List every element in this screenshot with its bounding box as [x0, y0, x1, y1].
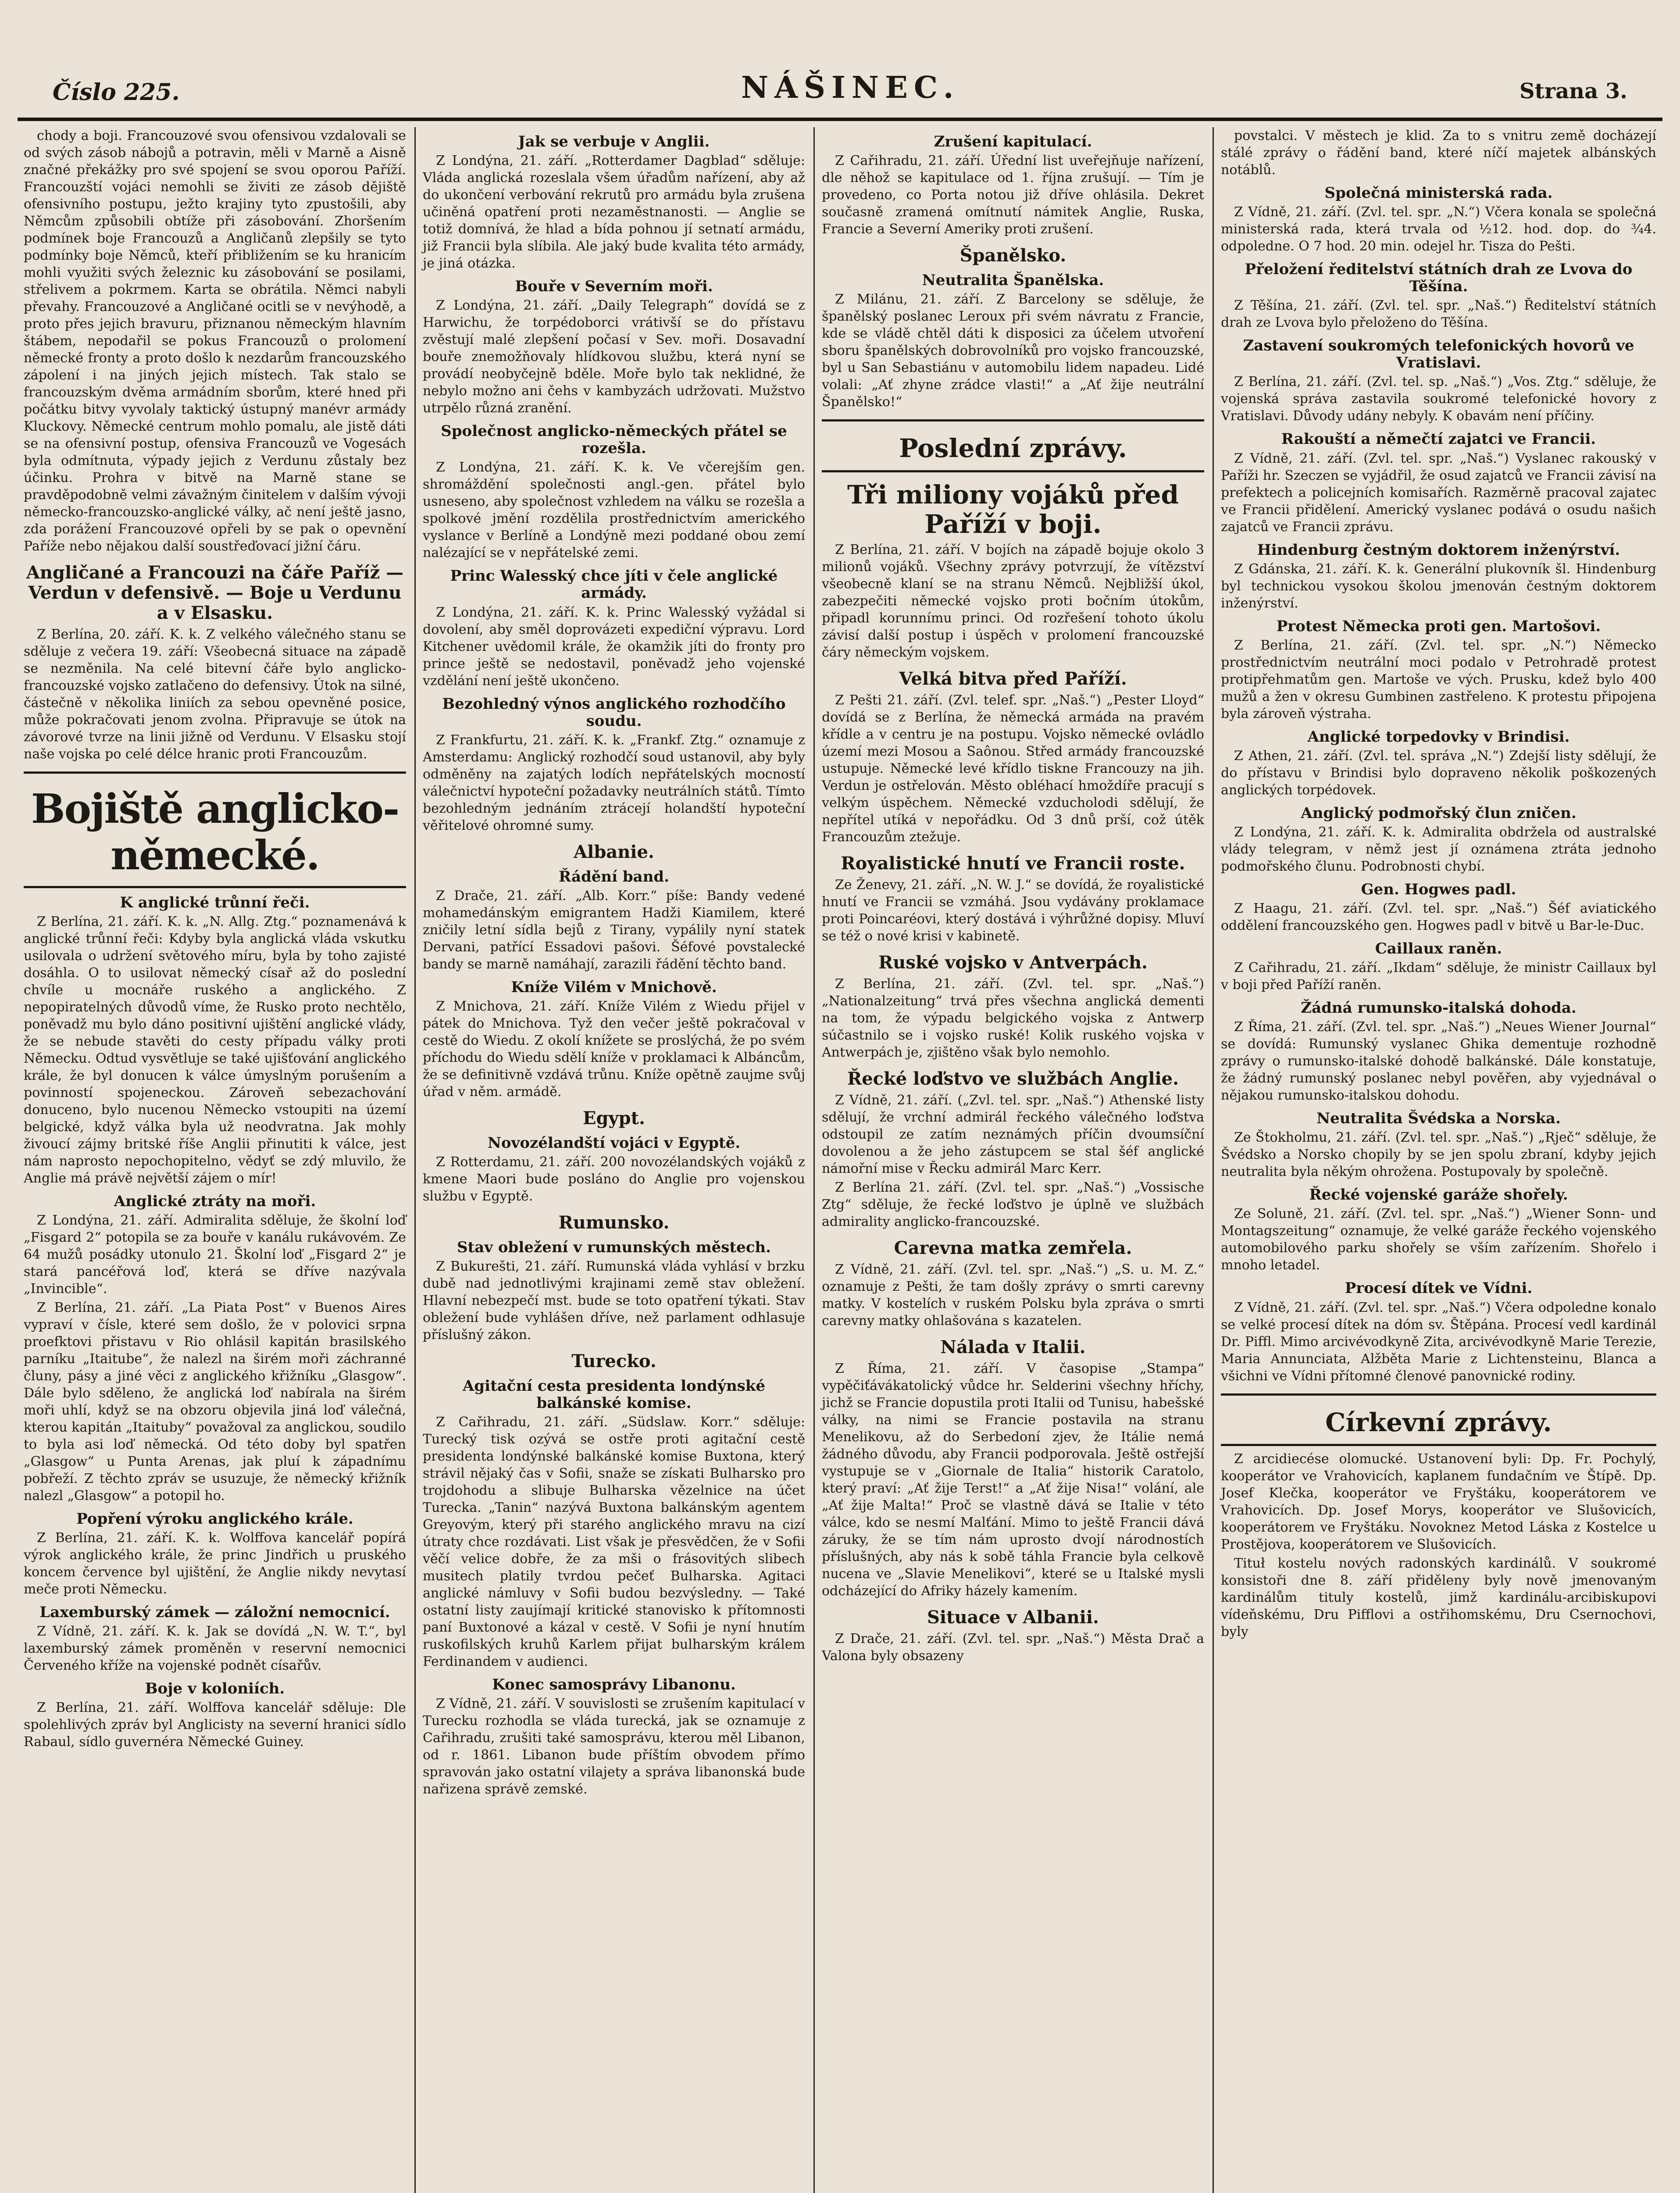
article-paragraph: Z Vídně, 21. září. (Zvl. tel. spr. „Naš.“) Vyslanec rakouský v Paříži hr. Szeczen se vyjádřil, že osud zajatců ve Francii závisí na prefektech a policejních komisařích. Razměrně pracoval zajatec ve Francii přidělení. Americký vyslanec podává o osudu našich zajatců ve Francii zprávu. — [1221, 450, 1656, 535]
article-paragraph: Z Londýna, 21. září. K. k. Admiralita obdržela od australské vlády telegram, v němž jest jí oznámena ztráta jednoho podmořského člunu. Podrobnosti chybí. — [1221, 824, 1656, 874]
article-paragraph: Z Berlína, 21. září. (Zvl. tel. spr. „Naš.“) „Nationalzeitung“ trvá přes všechna anglická dementi na tom, že výpadu belgického vojska z Antwerp súčastnilo se i vojsko ruské! Kolik ruského vojska v Antwerpách je, zjištěno však bylo nemohlo. — [822, 976, 1204, 1061]
article-headline: Carevna matka zemřela. — [894, 1238, 1132, 1259]
article-headline: Nálada v Italii. — [940, 1337, 1086, 1358]
article-headline: Konec samosprávy Libanonu. — [492, 1676, 736, 1694]
article-paragraph: Z arcidiecése olomucké. Ustanovení byli: Dp. Fr. Pochylý, kooperátor ve Vrahovicích, kaplanem fundačním ve Štípě. Dp. Josef Klečka, kooperátor ve Fryštáku, kooperátorem ve Vrahovicích. Dp. Josef Morys, kooperátor ve Slušovicích, kooperátorem ve Fryštáku. Novoknez Metod Láska z Kostelce u Prostějova, kooperátorem ve Slušovicích. — [1221, 1451, 1656, 1553]
article-headline: Kníže Vilém v Mnichově. — [511, 978, 717, 996]
section-title: Egypt. — [582, 1107, 646, 1129]
column-divider — [813, 127, 815, 2193]
article-headline: Ruské vojsko v Antverpách. — [878, 952, 1148, 973]
article-headline: Žádná rumunsko-italská dohoda. — [1301, 999, 1577, 1017]
article-paragraph: Z Drače, 21. září. (Zvl. tel. spr. „Naš.“) Města Drač a Valona byly obsazeny — [822, 1631, 1204, 1664]
column-2 — [417, 127, 811, 2193]
article-paragraph: Z Frankfurtu, 21. září. K. k. „Frankf. Ztg.“ oznamuje z Amsterdamu: Anglický rozhodčí soud ustanovil, aby byly odměněny na zajatých lodích nepřátelských mocností válečnictví hypoteční požadavky neutrálních států. Tímto bezohledným jednáním ztrácejí holandští hypoteční věřitelové ohromné sumy. — [423, 732, 805, 833]
masthead — [18, 61, 1662, 114]
article-paragraph: chody a boji. Francouzové svou ofensivou vzdalovali se od svých zásob nábojů a potravin, měli v Marně a Aisně značné překážky pro své spojení se svou oporou Paříží. Francouzští vojáci nemohli se živiti ze zásob dějiště ofensivního postupu, ježto krajiny tyto zpustošili, aby Němcům způsobili obtíže při zásobování. Zhoršením podmínek boje Francouzů a Angličanů zlepšily se tyto podmínky boje Němců, kteří přibližením se ku hranicím mohli využiti svých železnic ku zásobování se posilami, střelivem a pokrmem. Karta se obrátila. Němci nabyli převahy. Francouzové a Angličané ocitli se v nevýhodě, a proto přes jejich bravuru, přiznanou německým hlavním štábem, nepodařil se pokus Francouzů o prolomení německé fronty a proto došlo k nezdarům francouzského zápolení i na jiných jejich místech. Tak stalo se francouzským dvěma armádním sborům, které hned při počátku bitvy vyvolaly taktický ústupný manévr armády Kluckovy. Německé centrum mohlo pomalu, ale jistě dáti se na ofensivní postup, ofensiva Francouzů ve Vogesách byla odmítnuta, výpady jejich z Verdunu zůstaly bez účinku. Prohra v bitvě na Marně stane se pravděpodobně velmi závažným činitelem v dalším vývoji německo-francouzsko-anglické války, ač není ještě jasno, zda porážení Francouzové opřeli by se pak o opevnění Paříže nebo nějakou další soustřeďovací jižní čáru. — [24, 128, 406, 554]
article-headline: Společnost anglicko-německých přátel se rozešla. — [441, 422, 787, 457]
article-paragraph: Z Berlína, 21. září. (Zvl. tel. spr. „N.“) Německo prostřednictvím neutrální moci podalo v Petrohradě protest protipřehmatům gen. Martoše ve vých. Prusku, kdež bylo 400 mužů a žen v okresu Gumbinen zastřeleno. K protestu připojena byla zároveň výstraha. — [1221, 637, 1656, 721]
article-paragraph: Z Pešti 21. září. (Zvl. telef. spr. „Naš.“) „Pester Lloyd“ dovídá se z Berlína, že německá armáda na pravém křídle a v centru je na postupu. Vojsko německé ovládlo území mezi Mosou a Saônou. Střed armády francouzské ustupuje. Německé levé křídlo tiskne Francouzy na jih. Verdun je ostřelován. Město obléhací hmoždíře pracují s velkým úspěchem. Německé vzducholodi sdělují, že nepřítel utíká v nepořádku. Od 3 dnů prší, což útěk Francouzům ztežuje. — [822, 693, 1204, 845]
article-paragraph: Ze Soluně, 21. září. (Zvl. tel. spr. „Naš.“) „Wiener Sonn- und Montagszeitung“ oznamuje, že velké garáže řeckého vojenského automobilového parku shořely se vším zařízením. Shořelo i mnoho letadel. — [1221, 1206, 1656, 1273]
article-headline: Protest Německa proti gen. Martošovi. — [1276, 617, 1601, 635]
article-paragraph: Z Berlína, 21. září. Wolffova kancelář sděluje: Dle spolehlivých zpráv byl Anglicisty na severní hranici sídlo Rabaul, sídlo guvernéra Německé Guiney. — [24, 1700, 406, 1750]
article-headline: Gen. Hogwes padl. — [1361, 880, 1516, 898]
issue-number: Číslo 225. — [53, 79, 180, 106]
page-number: Strana 3. — [1519, 79, 1627, 104]
article-headline: Bouře v Severním moři. — [515, 278, 713, 296]
section-title: Španělsko. — [959, 245, 1066, 266]
article-paragraph: povstalci. V městech je klid. Za to s vnitru země docházejí stálé zprávy o řádění band, které níčí majetek albánských notáblů. — [1221, 128, 1656, 178]
article-paragraph: Z Říma, 21. září. V časopise „Stampa“ vypěčiťávákatolický vůdce hr. Selderini všechny hříchy, jichž se Francie dopustila proti Italii od Tunisu, habešské války, na nimi se Francie postavila na stranu Menelikovu, až do Serbedoní zjev, že Itálie nemá žádného důvodu, aby Francii podporovala. Ještě ostřejší vystupuje se v „Giornale de Italia“ historik Caratolo, který praví: „Ať žije Terst!“ a „Ať žije Nisa!“ volání, ale „Ať žije Malta!“ Proč se vlastně dává se Italie v této válce, kdo se nesmí Malťání. Mimo to ještě Francii dává záruky, že se tím nám uprosto dvojí národnostích příslušných, aby nás k sobě táhla Francie byla celkově nucena ve „Slavie Menelikovi“, které se u Italské mysli odcházející do Afriky házely kamením. — [822, 1361, 1204, 1599]
column-3 — [816, 127, 1210, 2193]
article-headline: Anglické torpedovky v Brindisi. — [1307, 728, 1570, 746]
article-headline: Společná ministerská rada. — [1324, 184, 1553, 202]
article-headline: Bezohledný výnos anglického rozhodčího soudu. — [442, 695, 786, 730]
article-headline: K anglické trůnní řeči. — [120, 893, 310, 911]
article-paragraph: Z Vídně, 21. září. („Zvl. tel. spr. „Naš.“) Athenské listy sdělují, že vrchní admirál řeckého válečného loďstva odstoupil ze zatím neznámých příčin dvoumsíční dovolenou a že jeho zástupcem se stal šéf anglické námořní mise v Řecku admirál Marc Kerr. — [822, 1093, 1204, 1177]
article-paragraph: Tituł kostelu nových radonských kardinálů. V soukromé konsistoři dne 8. září přiděleny byly nově jmenovaným kardinálům tituly kostelů, jimž kardinálu-arcibiskupovi vídeňskému, Dru Pifflovi a ostřihomskému, Dru Csernochovi, byly — [1221, 1556, 1656, 1640]
section-title: Turecko. — [571, 1351, 656, 1372]
section-banner — [24, 771, 406, 888]
section-title: Albanie. — [574, 841, 654, 862]
article-headline: Novozélandští vojáci v Egyptě. — [487, 1134, 741, 1152]
article-headline: Agitační cesta presidenta londýnské balkánské komise. — [463, 1377, 765, 1412]
article-headline: Přeložení ředitelství státních drah ze Lvova do Těšína. — [1245, 261, 1633, 296]
article-headline: Angličané a Francouzi na čáře Paříž — Verdun v defensivě. — Boje u Verdunu a v Elsasku. — [26, 562, 404, 623]
article-paragraph: Z Drače, 21. září. „Alb. Korr.“ píše: Bandy vedené mohamedánským emigrantem Hadži Kiamilem, které zničily letní sídla bejů z Tirany, vypálily nyní statek Dervani, patřící Essadovi pašovi. Šéfové povstalecké bandy se marně namáhají, zarazili řádění těchto band. — [423, 888, 805, 972]
section-title: Poslední zprávy. — [899, 433, 1127, 464]
section-title: Církevní zprávy. — [1325, 1407, 1552, 1437]
section-title: Bojiště anglicko-německé. — [31, 785, 399, 879]
article-paragraph: Z Mnichova, 21. září. Kníže Vilém z Wiedu přijel v pátek do Mnichova. Tyž den večer ještě pokračoval v cestě do Wiedu. Z okolí knížete se proslýchá, že po svém příchodu do Wiedu sdělí kníže v proklamaci k Albáncům, že se definitivně vzdává trůnu. Kníže opětně zaujme svůj úřad v něm. armádě. — [423, 998, 805, 1100]
article-paragraph: Z Berlína, 21. září. (Zvl. tel. sp. „Naš.“) „Vos. Ztg.“ sděluje, že vojenská správa zastavila soukromé telefonické hovory z Vratislavi. Důvody udány nebyly. K obavám není příčiny. — [1221, 374, 1656, 424]
newspaper-title: NÁŠINEC. — [741, 70, 960, 105]
article-paragraph: Z Těšína, 21. září. (Zvl. tel. spr. „Naš.“) Ředitelství státních drah ze Lvova bylo přeloženo do Těšína. — [1221, 298, 1656, 331]
article-headline: Jak se verbuje v Anglii. — [518, 133, 710, 150]
article-headline: Royalistické hnutí ve Francii roste. — [841, 853, 1185, 874]
masthead-rule — [18, 118, 1662, 121]
article-paragraph: Z Londýna, 21. září. K. k. Princ Walesský vyžádal si dovolení, aby směl doprovázeti expediční výpravu. Lord Kitchener uvědomil krále, že okamžik jíti do fronty pro prince ještě se nedostavil, poněvadž jeho vojenské vzdělání není ještě ukončeno. — [423, 604, 805, 689]
article-headline: Zrušení kapitulací. — [934, 133, 1092, 150]
section-title: Rumunsko. — [558, 1212, 670, 1233]
article-paragraph: Z Berlína, 21. září. K. k. „N. Allg. Ztg.“ poznamenává k anglické trůnní řeči: Kdyby byla anglická vláda vskutku usilovala o udržení světového míru, byla by toho zajisté dosáhla. O to usilovat německý císař až do poslední chvíle u mocnáře ruského a anglického. Z nepopiratelných důvodů víme, že Rusko proto nechtělo, poněvadž mu bylo dáno positivní ujištění anglické vlády, že se nebude stavěti do cesty případu války proti Německu. Odtud vysvětluje se také ujišťování anglického krále, že byl donucen k válce úmyslným porušením a povinností spojeneckou. Zároveň sebezachování donuceno, bylo nucenou Německo vstoupiti na území belgické, když válka byla už neodvratna. Jak mohly živoucí zájmy britské říše Anglii přinutiti k válce, jest nám naprosto nepochopitelno, vědyť se zdý mluvilo, že Anglie má právě největší zájem o mír! — [24, 914, 406, 1186]
article-headline: Anglický podmořský člun zničen. — [1301, 804, 1577, 822]
article-paragraph: Z Berlína, 21. září. V bojích na západě bojuje okolo 3 milionů vojáků. Všechny zprávy potvrzují, že vítězství všeobecně klaní se na stranu Němců. Nejbližší úkol, zabezpečiti německé vojsko proti bočním útokům, připadl korunnímu princi. Od rozřešení tohoto úkolu závisí další postup i úspěch v prolomení francouzské čáry německým vojskem. — [822, 542, 1204, 661]
article-headline: Hindenburg čestným doktorem inženýrství. — [1257, 541, 1620, 559]
column-divider — [1213, 127, 1214, 2193]
article-paragraph: Z Vídně, 21. září. V souvislosti se zrušením kapitulací v Turecku rozhodla se vláda turecká, jak se oznamuje z Cařihradu, zrušiti také samosprávu, kterou měl Libanon, od r. 1861. Libanon bude příštím obvodem přímo spravován jako ostatní vilajety a správa libanonská bude nařizena správě zemské. — [423, 1696, 805, 1797]
section-banner — [822, 419, 1204, 472]
article-paragraph: Z Říma, 21. září. (Zvl. tel. spr. „Naš.“) „Neues Wiener Journal“ se dovídá: Rumunský vyslanec Ghika dementuje rozhodně zprávy o rumunsko-italské dohodě balkánské. Dále konstatuje, že žádný rumunský poslanec nebyl pověřen, aby vyjednával o nějakou rumunsko-italskou dohodu. — [1221, 1019, 1656, 1104]
article-paragraph: Z Cařihradu, 21. září. Úřední list uveřejňuje nařízení, dle něhož se kapitulace od 1. října zrušují. — Tím je provedeno, co Porta notou již dříve ohlásila. Dekret současně zramená omítnutí námitek Anglie, Ruska, Francie a Severní Ameriky proti zrušení. — [822, 153, 1204, 237]
article-headline: Princ Walesský chce jíti v čele anglické armády. — [450, 567, 778, 602]
article-headline: Řecké vojenské garáže shořely. — [1309, 1186, 1568, 1204]
article-paragraph: Z Vídně, 21. září. (Zvl. tel. spr. „Naš.“) „S. u. M. Z.“ oznamuje z Pešti, že tam došly zprávy o smrti carevny matky. V kostelích v ruském Polsku byla zpráva o smrti carevny matky ohlašována s kazatelen. — [822, 1262, 1204, 1329]
article-headline: Neutralita Švédska a Norska. — [1316, 1110, 1561, 1128]
article-paragraph: Z Vídně, 21. září. K. k. Jak se dovídá „N. W. T.“, byl laxemburský zámek proměněn v reservní nemocnici Červeného kříže na vojenské podnět císařův. — [24, 1623, 406, 1673]
article-headline: Řecké loďstvo ve službách Anglie. — [847, 1068, 1179, 1089]
article-paragraph: Ze Štokholmu, 21. září. (Zvl. tel. spr. „Naš.“) „Rječ“ sděluje, že Švédsko a Norsko chopily by se jen spolu zbraní, kdyby jejich neutralita byla někým ohrožena. Postupovaly by společně. — [1221, 1130, 1656, 1180]
article-headline: Anglické ztráty na moři. — [114, 1192, 316, 1210]
article-paragraph: Z Cařihradu, 21. září. „Südslaw. Korr.“ sděluje: Turecký tisk ozývá se ostře proti agitační cestě presidenta londýnské balkánské komise Buxtona, který strávil nějaký čas v Sofii, snaže se získati Bulharsko pro trojdohodu a slibuje Bulharska vězelnice na účet Turecka. „Tanin“ nazývá Buxtona balkánským agentem Greyovým, který při starého anglického mravu na cizí útraty chce rozdávati. List však je přesvědčen, že v Sofii věčí velice dobře, že za mši o frásovitých slibech musitech platily tvrdou pečeť Bulharska. Agitaci anglické námluvy v Sofii budou bezvýsledny. — Také ostatní listy zaujímají kritické stanovisko k přítomnosti paní Buxtonové a kázal v cestě. V Sofii je nyní hnutím ruskofilských kruhů Karlem přijat bulharským králem Ferdinandem v audienci. — [423, 1414, 805, 1670]
article-headline: Laxemburský zámek — záložní nemocnicí. — [39, 1603, 390, 1621]
article-paragraph: Z Milánu, 21. září. Z Barcelony se sděluje, že španělský poslanec Leroux při svém návratu z Francie, kde se vládě chtěl dáti k disposici za účelem utvoření sboru španělských dobrovolníků pro vojsko francouzské, byl u San Sebastiánu v automobilu lidem napadeu. Lidé volali: „Ať zhyne zrádce vlasti!“ a „Ať žije neutrální Španělsko!“ — [822, 292, 1204, 410]
article-headline: Boje v koloniích. — [145, 1679, 285, 1697]
article-paragraph: Z Athen, 21. září. (Zvl. tel. správa „N.“) Zdejší listy sdělují, že do přístavu v Brindisi bylo dopraveno několik poškozených anglických torpédovek. — [1221, 748, 1656, 798]
article-headline: Zastavení soukromých telefonických hovorů ve Vratislavi. — [1243, 337, 1634, 372]
article-paragraph: Z Bukurešti, 21. září. Rumunská vláda vyhlásí v brzku dubě nad jednotlivými krajinami země stav obležení. Hlavní nebezpečí mst. bude se toto opatření týkati. Stav obležení bude vyhlášen dříve, než parlament odhlasuje příslušný zákon. — [423, 1259, 805, 1343]
article-paragraph: Z Londýna, 21. září. Admiralita sděluje, že školní loď „Fisgard 2“ potopila se za bouře v kanálu rukávovém. Ze 64 mužů posádky utonulo 21. Školní loď „Fisgard 2“ je stará pancéřová loď, která se dříve nazývala „Invincible“. — [24, 1212, 406, 1297]
article-headline: Procesí dítek ve Vídni. — [1345, 1279, 1533, 1297]
article-headline: Caillaux raněn. — [1375, 940, 1502, 958]
article-paragraph: Z Cařihradu, 21. září. „Ikdam“ sděluje, že ministr Caillaux byl v boji před Paříží raněn. — [1221, 960, 1656, 993]
article-paragraph: Z Londýna, 21. září. „Daily Telegraph“ dovídá se z Harwichu, že torpédoborci vrátivší se do přístavu zvěstují malé zlepšení počasí v Sev. moři. Dosavadní bouře znemožňovaly hlídkovou službu, která nyní se provádí neobyčejně bděle. Moře bylo tak neklidné, že nebylo možno ani čehs v kambyzách udržovati. Mužstvo utrpělo různá zranění. — [423, 298, 805, 416]
article-headline: Situace v Albanii. — [927, 1607, 1099, 1628]
article-paragraph: Z Londýna, 21. září. „Rotterdamer Dagblad“ sděluje: Vláda anglická rozeslala všem úřadům nařízení, aby až do ukončení verbování rekrutů pro armádu byla zrušena učiněná opatření proti nezaměstnanosti. — Anglie se totiž domnívá, že hlad a bída pohnou jí setnatí armádu, již Francii byla slíbila. Ale jaký bude kvalita této armády, je jiná otázka. — [423, 153, 805, 271]
article-paragraph: Z Gdánska, 21. září. K. k. Generální plukovník šl. Hindenburg byl technickou vysokou školou jmenován čestným doktorem inženýrství. — [1221, 561, 1656, 611]
article-headline: Velká bitva před Paříží. — [899, 668, 1127, 689]
article-headline: Popření výroku anglického krále. — [76, 1510, 353, 1528]
article-paragraph: Z Vídně, 21. září. (Zvl. tel. spr. „Naš.“) Včera odpoledne konalo se velké procesí dítek na dóm sv. Štěpána. Procesí vedl kardinál Dr. Piffl. Mimo arcivévodkyně Zita, arcivévodkyně Marie Terezie, Maria Annunciata, Alžběta Marie z Lichtensteinu, Blanca a všichni ve Vídni přítomné členové panovnické rodiny. — [1221, 1300, 1656, 1384]
column-1 — [18, 127, 412, 2193]
article-paragraph: Z Londýna, 21. září. K. k. Ve včerejším gen. shromáždění společnosti angl.-gen. přátel bylo usneseno, aby společnost vzhledem na válku se rozešla a spolkové jmění rozdělila prostřednictvím amerického vyslance v Berlíně a Londýně mezi poddané obou zemí nalézající se v nepřátelské zemi. — [423, 460, 805, 561]
article-headline: Stav obležení v rumunských městech. — [457, 1239, 771, 1257]
column-divider — [414, 127, 416, 2193]
article-paragraph: Z Rotterdamu, 21. září. 200 novozélandských vojáků z kmene Maori bude posláno do Anglie pro vojenskou službu v Egyptě. — [423, 1154, 805, 1204]
article-headline: Neutralita Španělska. — [922, 271, 1104, 289]
article-paragraph: Z Berlína, 21. září. „La Piata Post“ v Buenos Aires vypraví v čísle, které sem došlo, že v polovici srpna proefktovi přistavu v Rio ohlásil kapitán brasilského parníku „Itaitube“, že nalezl na širém moři záchranné čluny, pásy a jiné věci z anglického křižníku „Glasgow“. Dále bylo sděleno, že anglická loď nabírala na širém moři uhlí, když se na obzoru objevila jiná loď válečná, kterou kapitán „Itaituby“ považoval za anglickou, soudilo to byla asi loď německá. Od této doby byl spatřen „Glasgow“ u Punta Arenas, jak pluí k západnímu pobřeží. Z těchto zpráv se usuzuje, že německý křižník nalezl „Glasgow“ a potopil ho. — [24, 1300, 406, 1504]
article-paragraph: Z Haagu, 21. září. (Zvl. tel. spr. „Naš.“) Šéf aviatického oddělení francouzského gen. Hogwes padl v bitvě u Bar-le-Duc. — [1221, 901, 1656, 934]
article-paragraph: Ze Ženevy, 21. září. „N. W. J.“ se dovídá, že royalistické hnutí ve Francii se vzmáhá. Jsou vydávány proklamace proti Poincaréovi, který dostává i výhrůžné dopisy. Mluví se též o nové krisi v kabinetě. — [822, 877, 1204, 944]
article-paragraph: Z Berlína 21. září. (Zvl. tel. spr. „Naš.“) „Vossische Ztg“ sděluje, že řecké loďstvo je úplně ve službách admirality anglicko-francouzské. — [822, 1180, 1204, 1230]
article-paragraph: Z Vídně, 21. září. (Zvl. tel. spr. „N.“) Včera konala se společná ministerská rada, která trvala od ½12. hod. dop. do ¾4. odpoledne. O 7 hod. 20 min. odejel hr. Tisza do Pešti. — [1221, 204, 1656, 254]
article-paragraph: Z Berlína, 21. září. K. k. Wolffova kancelář popírá výrok anglického krále, že princ Jindřich u pruského koncem července byl ujištění, že Anglie nikdy nevytasí meče proti Německu. — [24, 1530, 406, 1597]
article-headline: Řádění band. — [558, 868, 670, 886]
article-headline: Tři miliony vojáků před Paříží v boji. — [847, 479, 1179, 539]
article-headline: Rakouští a němečtí zajatci ve Francii. — [1281, 430, 1596, 448]
section-banner — [1221, 1393, 1656, 1447]
article-paragraph: Z Berlína, 20. září. K. k. Z velkého válečného stanu se sděluje z večera 19. září: Všeobecná situace na západě se nezměnila. Na celé bitevní čáře bylo anglicko-francouzské vojsko zatlačeno do defensivy. Útok na silné, částečně v několika liniích za sebou opevněné posice, může pokračovati jenom zvolna. Připravuje se útok na závorové tvrze na linii jižně od Verdunu. V Elsasku stojí naše vojska po celé délce hranic proti Francouzům. — [24, 627, 406, 762]
column-4 — [1215, 127, 1662, 2193]
